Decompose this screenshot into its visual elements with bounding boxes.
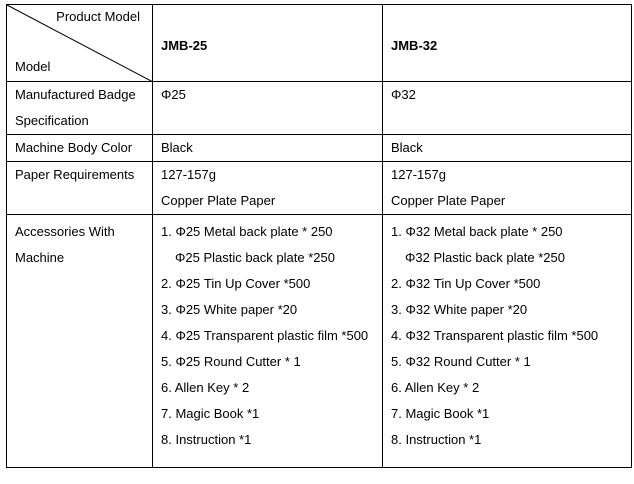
header-row — [7, 5, 632, 82]
model-header-jmb32: JMB-32 — [383, 5, 632, 82]
cell-jmb32 — [383, 215, 632, 468]
row-label — [7, 162, 153, 215]
cell-jmb32 — [383, 162, 632, 215]
corner-label-model: Model — [15, 59, 51, 74]
accessory-item: 6. Allen Key * 2 — [161, 380, 250, 395]
cell-line: Black — [391, 140, 423, 155]
model-header-jmb25: JMB-25 — [153, 5, 383, 82]
accessory-item: 7. Magic Book *1 — [161, 406, 260, 421]
accessory-item: 8. Instruction *1 — [161, 432, 252, 447]
accessory-item: 3. Φ25 White paper *20 — [161, 302, 298, 317]
cell-line: Copper Plate Paper — [391, 193, 506, 208]
cell-line: Φ32 — [391, 87, 416, 102]
row-label-line: Specification — [15, 113, 89, 128]
accessory-item: 7. Magic Book *1 — [391, 406, 490, 421]
row-label — [7, 215, 153, 468]
table-row-badge-spec — [7, 82, 632, 135]
row-label-line: Machine — [15, 250, 65, 265]
cell-line: Copper Plate Paper — [161, 193, 276, 208]
accessory-item: 1. Φ25 Metal back plate * 250 — [161, 224, 333, 239]
accessory-item: 4. Φ32 Transparent plastic film *500 — [391, 328, 599, 343]
cell-jmb32 — [383, 135, 632, 162]
accessory-item: 4. Φ25 Transparent plastic film *500 — [161, 328, 369, 343]
cell-line: 127-157g — [161, 167, 216, 182]
cell-line: Black — [161, 140, 193, 155]
accessory-item: 6. Allen Key * 2 — [391, 380, 480, 395]
accessory-item: 8. Instruction *1 — [391, 432, 482, 447]
accessory-item: 2. Φ32 Tin Up Cover *500 — [391, 276, 541, 291]
corner-header-cell — [7, 5, 153, 82]
row-label-line: Paper Requirements — [15, 167, 135, 182]
accessory-item: Φ32 Plastic back plate *250 — [405, 250, 565, 265]
accessory-item: Φ25 Plastic back plate *250 — [175, 250, 335, 265]
cell-jmb25 — [153, 135, 383, 162]
cell-jmb25 — [153, 82, 383, 135]
accessory-item: 5. Φ25 Round Cutter * 1 — [161, 354, 301, 369]
table-row-paper — [7, 162, 632, 215]
cell-line: 127-157g — [391, 167, 446, 182]
accessory-item: 5. Φ32 Round Cutter * 1 — [391, 354, 531, 369]
row-label-line: Manufactured Badge — [15, 87, 136, 102]
cell-jmb25 — [153, 162, 383, 215]
accessory-item: 1. Φ32 Metal back plate * 250 — [391, 224, 563, 239]
accessory-item: 2. Φ25 Tin Up Cover *500 — [161, 276, 311, 291]
row-label-line: Machine Body Color — [15, 140, 133, 155]
row-label-line: Accessories With — [15, 224, 115, 239]
table-row-accessories — [7, 215, 632, 468]
accessory-item: 3. Φ32 White paper *20 — [391, 302, 528, 317]
row-label — [7, 135, 153, 162]
cell-jmb25 — [153, 215, 383, 468]
corner-label-product-model: Product Model — [56, 9, 140, 24]
cell-line: Φ25 — [161, 87, 186, 102]
cell-jmb32 — [383, 82, 632, 135]
spec-table — [6, 4, 632, 468]
row-label — [7, 82, 153, 135]
table-row-body-color — [7, 135, 632, 162]
